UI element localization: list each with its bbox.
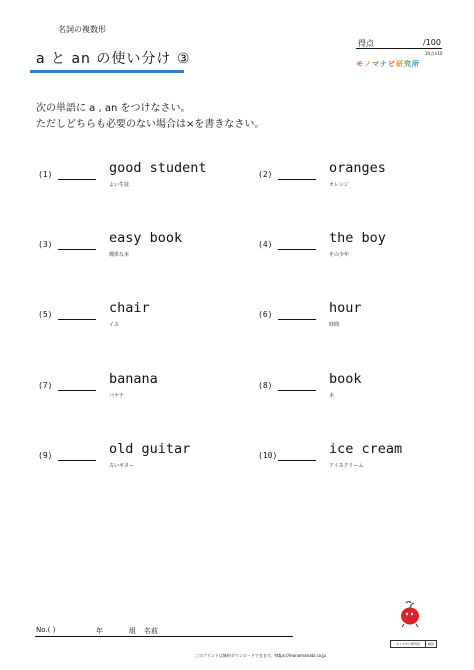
answer-blank[interactable] <box>278 390 316 391</box>
question-gloss: 古いギター <box>109 463 134 469</box>
question-item <box>38 160 238 200</box>
question-item <box>38 300 238 340</box>
answer-blank[interactable] <box>58 179 96 180</box>
question-gloss: 本 <box>329 393 335 399</box>
question-word: book <box>329 371 362 387</box>
question-word: easy book <box>109 230 183 246</box>
answer-blank[interactable] <box>58 319 96 320</box>
brand-char: 所 <box>411 60 420 68</box>
question-item <box>258 371 458 411</box>
question-item <box>258 160 458 200</box>
question-number: (10) <box>258 451 278 460</box>
question-number: (5) <box>38 310 53 319</box>
question-number: (4) <box>258 240 273 249</box>
question-word: hour <box>329 300 362 316</box>
answer-blank[interactable] <box>278 460 316 461</box>
instruction-line-2: ただしどちらも必要のない場合は×を書きなさい。 <box>36 119 265 130</box>
answer-blank[interactable] <box>58 390 96 391</box>
score-note: 10点×10 <box>425 51 443 56</box>
question-number: (8) <box>258 381 273 390</box>
apple-mascot-icon <box>397 600 423 628</box>
question-word: old guitar <box>109 441 191 457</box>
question-gloss: イス <box>109 322 119 328</box>
score-line <box>356 48 442 49</box>
answer-blank[interactable] <box>58 460 96 461</box>
answer-blank[interactable] <box>58 249 96 250</box>
brand-logo <box>356 59 420 69</box>
question-item <box>38 371 238 411</box>
question-number: (9) <box>38 451 53 460</box>
footer-name-label: 名前 <box>144 627 158 635</box>
footer-name-line <box>35 636 293 637</box>
question-item <box>38 230 238 270</box>
question-word: banana <box>109 371 158 387</box>
footer-class-label: 組 <box>129 627 136 635</box>
question-number: (3) <box>38 240 53 249</box>
question-number: (6) <box>258 310 273 319</box>
brand-char: モ <box>356 60 364 68</box>
question-gloss: アイスクリーム <box>329 463 364 469</box>
question-gloss: 時間 <box>329 322 340 328</box>
answer-blank[interactable] <box>278 319 316 320</box>
question-number: (2) <box>258 170 273 179</box>
question-gloss: よい生徒 <box>109 182 130 188</box>
brand-badge: モノマナビ研究所 <box>390 640 426 648</box>
brand-char: 究 <box>403 60 412 68</box>
question-gloss: オレンジ <box>329 182 349 188</box>
title-underline <box>30 70 184 73</box>
question-word: oranges <box>329 160 386 176</box>
brand-char: マ <box>371 60 380 68</box>
answer-blank[interactable] <box>278 179 316 180</box>
question-gloss: バナナ <box>109 393 125 399</box>
score-max: /100 <box>423 38 441 47</box>
brand-char: ビ <box>387 60 396 68</box>
instruction-line-1: 次の単語に a , an をつけなさい。 <box>36 103 191 114</box>
brand-char: 研 <box>395 60 404 68</box>
question-word: the boy <box>329 230 386 246</box>
footer-year-label: 年 <box>96 627 103 635</box>
worksheet-category: 名詞の複数形 <box>58 25 106 34</box>
question-number: (1) <box>38 170 53 179</box>
question-word: ice cream <box>329 441 403 457</box>
question-word: good student <box>109 160 207 176</box>
brand-char: ノ <box>363 60 372 68</box>
brand-char: ナ <box>379 60 388 68</box>
question-item <box>258 300 458 340</box>
question-number: (7) <box>38 381 53 390</box>
answer-blank[interactable] <box>278 249 316 250</box>
worksheet-title: a と an の使い分け ③ <box>36 51 191 67</box>
question-gloss: その少年 <box>329 252 350 258</box>
answer-badge: 解答 <box>425 640 437 648</box>
question-word: chair <box>109 300 150 316</box>
download-footnote: このプリントは無料ダウンロードできます。https://monomanabi.co.jp <box>195 653 326 658</box>
footer-number-field[interactable]: No.( ) <box>36 626 56 634</box>
question-item <box>38 441 238 481</box>
question-gloss: 簡単な本 <box>109 252 130 258</box>
question-item <box>258 230 458 270</box>
score-label: 得点 <box>358 39 374 48</box>
question-item <box>258 441 458 481</box>
